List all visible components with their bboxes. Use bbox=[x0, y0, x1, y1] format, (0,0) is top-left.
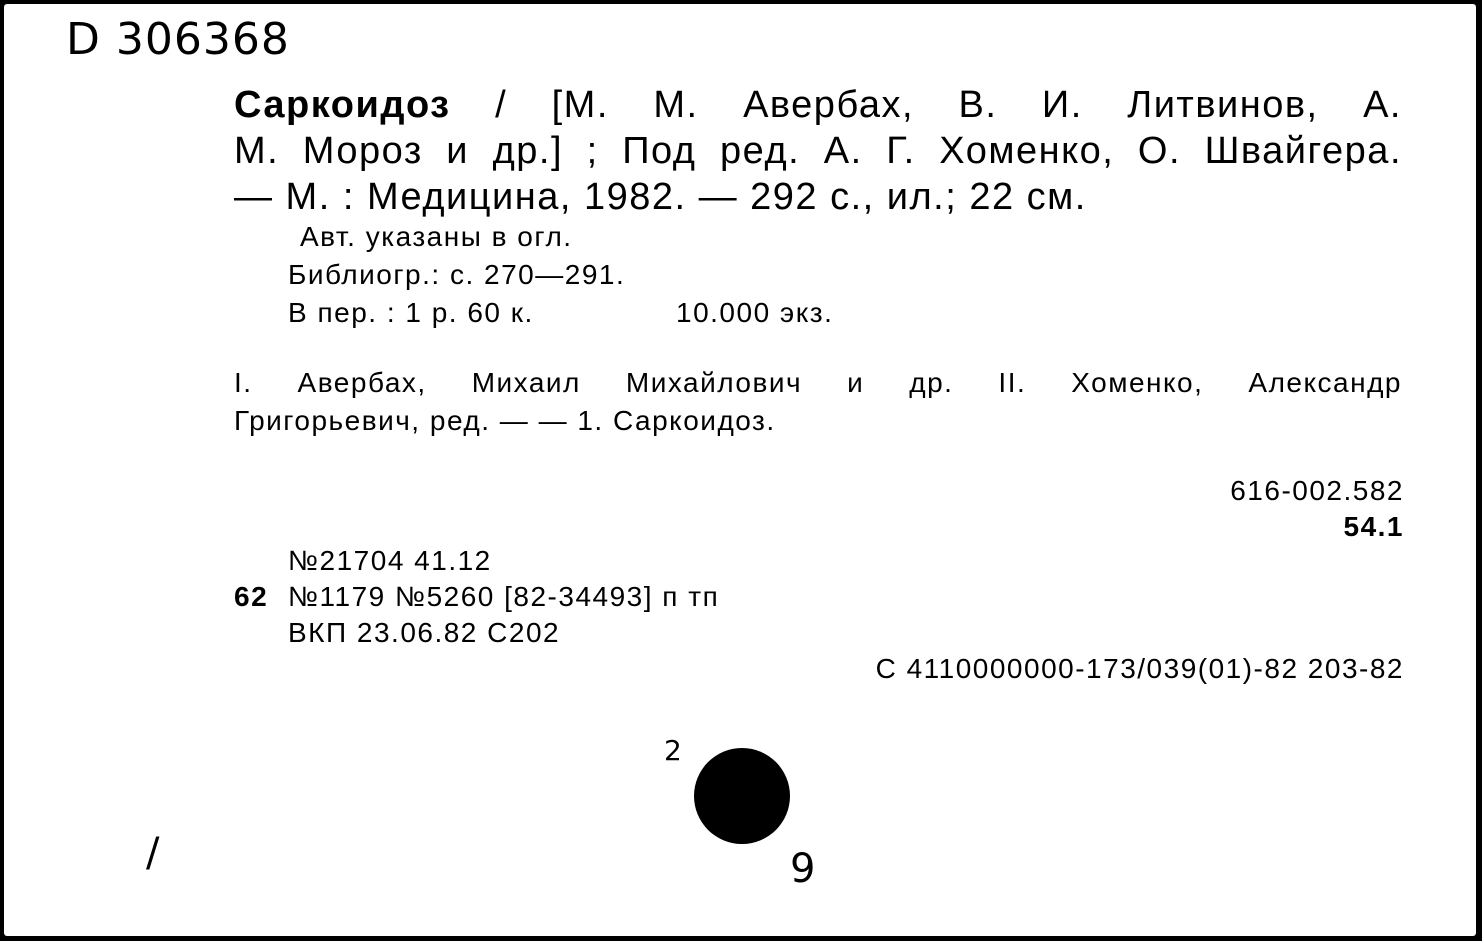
tracing-line-2: Григорьевич, ред. — — 1. Саркоидоз. bbox=[234, 405, 776, 436]
handwritten-mark-near-dot: 2 bbox=[664, 734, 682, 767]
entry-line-2: М. Мороз и др.] ; Под ред. А. Г. Хоменко, О. Швайгера. bbox=[234, 130, 1402, 172]
bbk-code: 54.1 bbox=[1343, 511, 1404, 542]
codes-line-2: №1179 №5260 [82-34493] п тп bbox=[288, 581, 720, 612]
authors-note: Авт. указаны в огл. bbox=[300, 221, 573, 252]
entry-line-1 bbox=[234, 84, 1402, 126]
price-note: В пер. : 1 р. 60 к. bbox=[288, 297, 534, 328]
punch-hole-dot bbox=[694, 748, 790, 844]
codes-prefix: 62 bbox=[234, 581, 269, 612]
handwritten-mark-below-dot: 9 bbox=[790, 846, 816, 892]
codes-line-3: ВКП 23.06.82 С202 bbox=[288, 617, 561, 648]
udc-code: 616-002.582 bbox=[1230, 475, 1404, 506]
entry-line-3: — М. : Медицина, 1982. — 292 с., ил.; 22 см. bbox=[234, 176, 1087, 218]
codes-line-1: №21704 41.12 bbox=[288, 545, 492, 576]
handwritten-mark-left: / bbox=[146, 830, 160, 876]
handwritten-catalog-id: D 306368 bbox=[66, 14, 290, 65]
index-code: С 4110000000-173/039(01)-82 203-82 bbox=[875, 653, 1404, 684]
entry-line-1-rest: / [М. М. Авербах, В. И. Литвинов, А. bbox=[495, 84, 1402, 126]
book-title: Саркоидоз bbox=[234, 84, 451, 126]
tracing-line-1: I. Авербах, Михаил Михайлович и др. II. Хоменко, Александр bbox=[234, 367, 1402, 398]
bibliography-note: Библиогр.: с. 270—291. bbox=[288, 259, 626, 290]
catalog-card bbox=[4, 4, 1476, 936]
copies-note: 10.000 экз. bbox=[676, 297, 834, 328]
